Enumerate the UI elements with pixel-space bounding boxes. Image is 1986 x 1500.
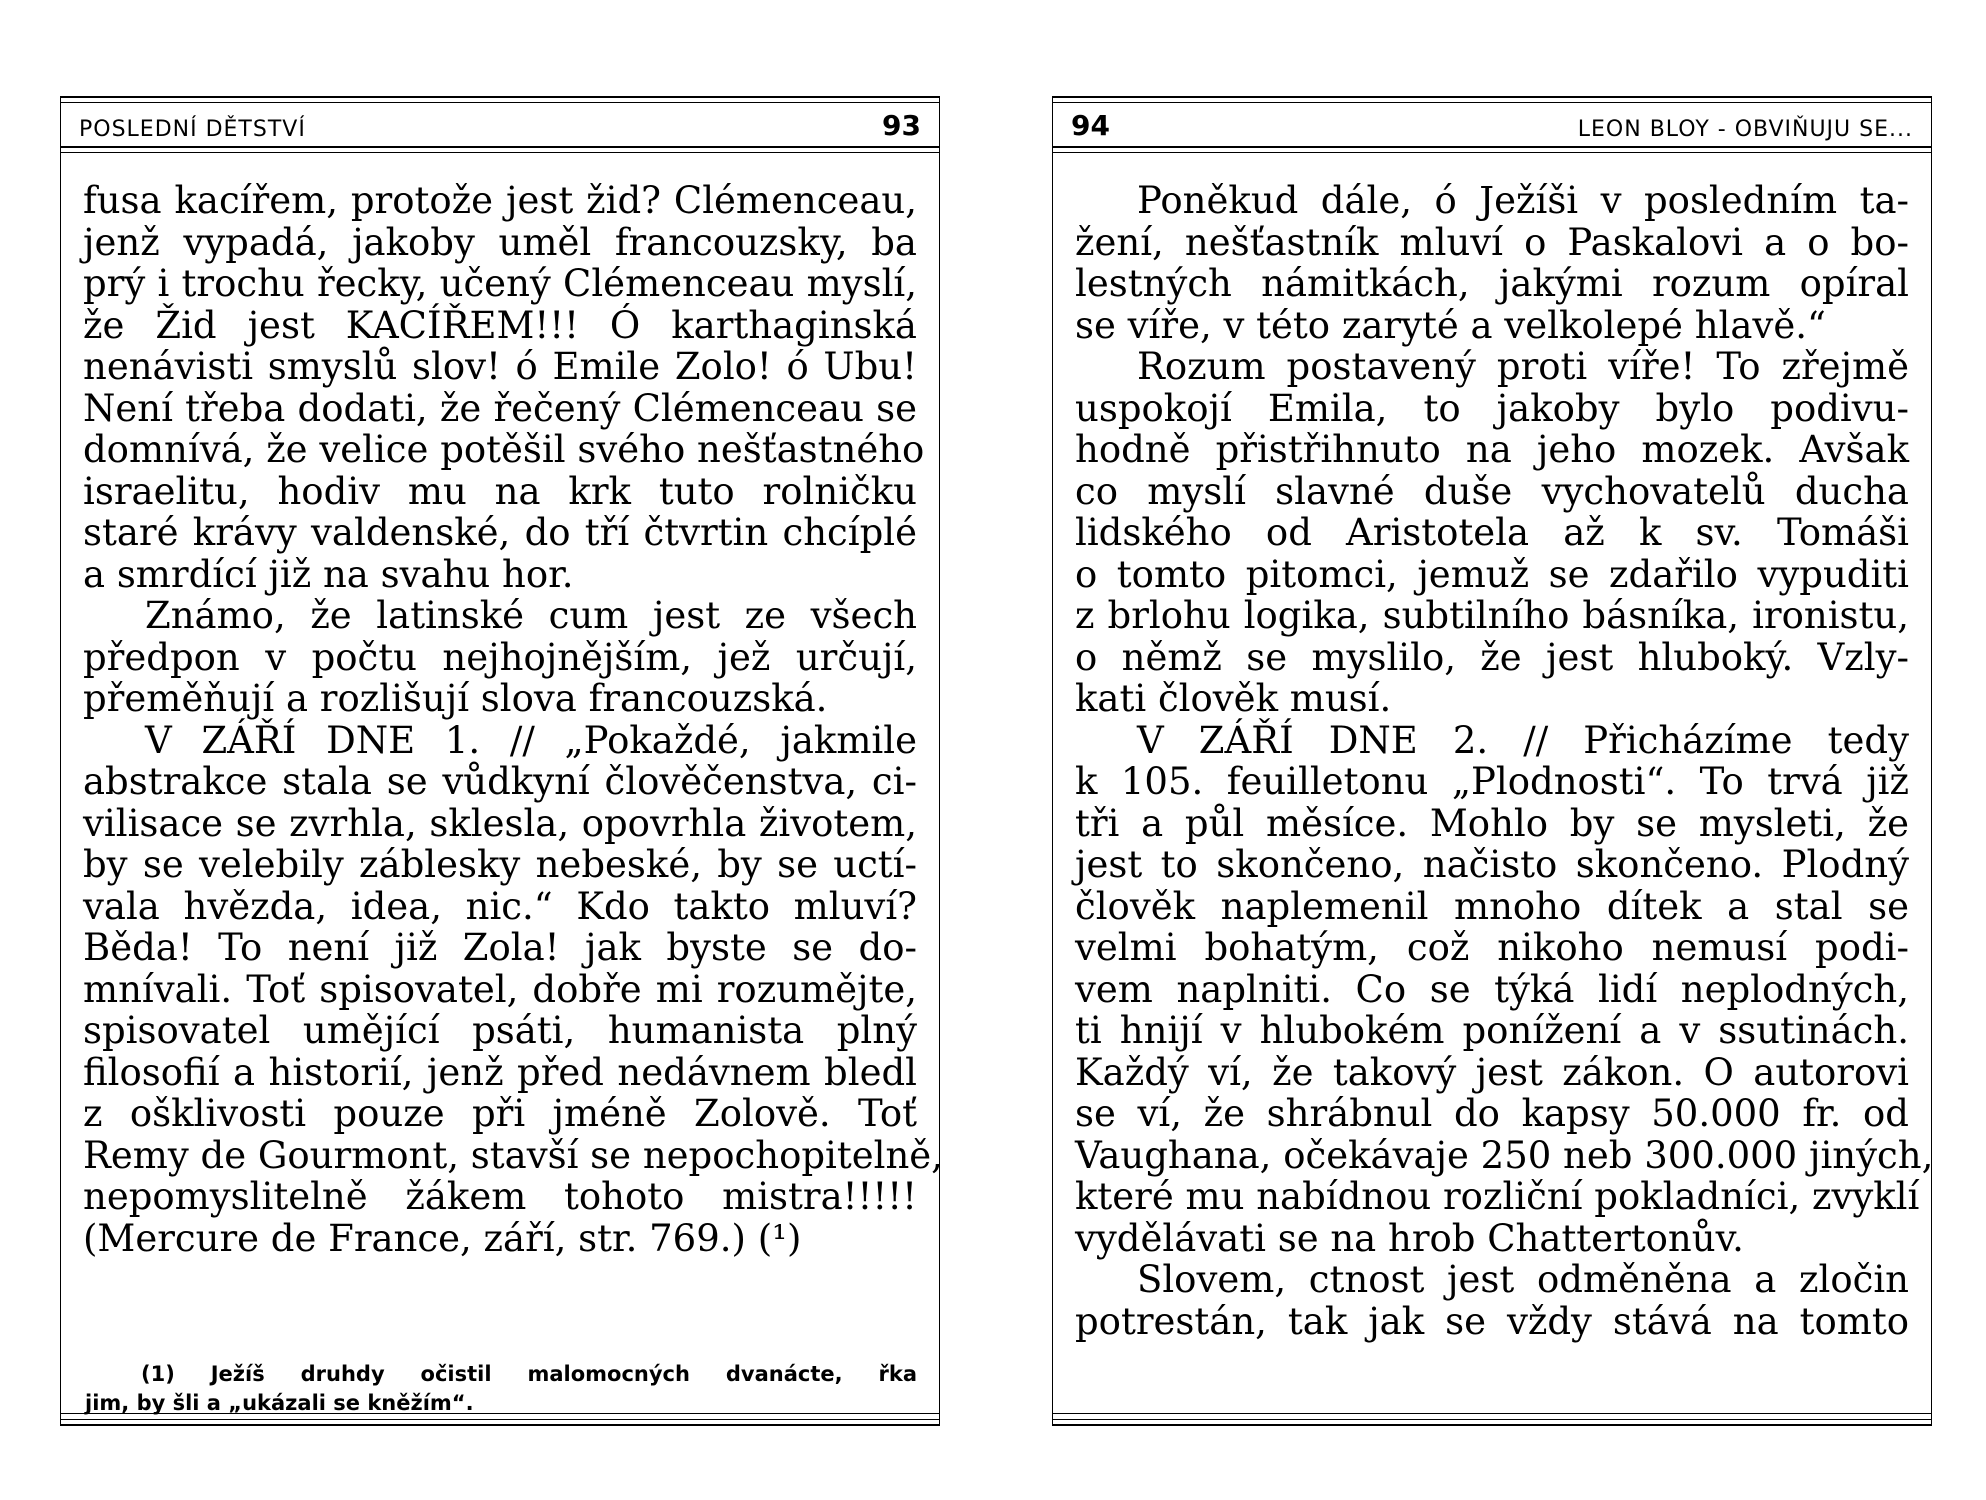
- text-line: jest to skončeno, načisto skončeno. Plodný: [1075, 843, 1909, 886]
- text-line: jenž vypadá, jakoby uměl francouzsky, ba: [83, 220, 917, 264]
- text-line: Není třeba dodati, že řečený Clémenceau se: [83, 386, 917, 430]
- text-line: Rozum postavený proti víře! To zřejmě: [1137, 345, 1909, 388]
- text-line: prý i trochu řecky, učený Clémenceau myslí,: [83, 262, 917, 305]
- text-line: (Mercure de France, září, str. 769.) (¹): [83, 1216, 802, 1260]
- text-line: z ošklivosti pouze při jméně Zolově. Toť: [83, 1092, 917, 1135]
- text-line: velmi bohatým, což nikoho nemusí podi-: [1075, 926, 1909, 969]
- text-line: uspokojí Emila, to jakoby bylo podivu-: [1075, 386, 1909, 430]
- text-line: nepomyslitelně žákem tohoto mistra!!!!!: [83, 1175, 917, 1218]
- page-body: [1075, 179, 1934, 1343]
- bottom-rule: [1053, 1419, 1931, 1426]
- text-line: které mu nabídnou rozliční pokladníci, zvyklí: [1075, 1175, 1920, 1218]
- text-line: Známo, že latinské cum jest ze všech: [145, 594, 917, 637]
- text-line: V ZÁŘÍ DNE 1. // „Pokaždé, jakmile: [145, 718, 917, 762]
- text-line: lestných námitkách, jakými rozum opíral: [1075, 262, 1909, 305]
- text-line: lidského od Aristotela až k sv. Tomáši: [1075, 511, 1909, 554]
- text-line: tři a půl měsíce. Mohlo by se mysleti, že: [1075, 801, 1909, 845]
- text-line: co myslí slavné duše vychovatelů ducha: [1075, 469, 1909, 513]
- running-head: [1071, 110, 1913, 142]
- text-line: filosofií a historií, jenž před nedávnem bledl: [83, 1050, 917, 1094]
- bottom-rule-inner: [1053, 1413, 1931, 1414]
- text-line: k 105. feuilletonu „Plodnosti“. To trvá již: [1075, 760, 1909, 803]
- footnote: [85, 1360, 917, 1418]
- text-line: Běda! To není již Zola! jak byste se do-: [83, 926, 917, 969]
- text-line: vydělávati se na hrob Chattertonův.: [1075, 1216, 1744, 1260]
- page-number: 93: [882, 109, 921, 142]
- text-line: žení, nešťastník mluví o Paskalovi a o bo-: [1075, 220, 1909, 264]
- text-line: z brlohu logika, subtilního básníka, ironistu,: [1075, 594, 1909, 637]
- running-title: POSLEDNÍ DĚTSTVÍ: [79, 117, 306, 142]
- page-body: [83, 179, 943, 1260]
- top-rule: [1053, 96, 1931, 103]
- text-line: a smrdící již na svahu hor.: [83, 552, 574, 596]
- text-line: Vaughana, očekávaje 250 neb 300.000 jiných,: [1075, 1133, 1934, 1177]
- footnote-line: (1) Ježíš druhdy očistil malomocných dvanácte, řka: [141, 1362, 917, 1386]
- text-line: staré krávy valdenské, do tří čtvrtin chcíplé: [83, 511, 917, 554]
- text-line: předpon v počtu nejhojnějším, jež určují,: [83, 635, 917, 679]
- text-line: vilisace se zvrhla, sklesla, opovrhla životem,: [83, 801, 917, 845]
- text-line: ti hnijí v hlubokém ponížení a v ssutinách.: [1075, 1009, 1909, 1052]
- text-line: Každý ví, že takový jest zákon. O autorovi: [1075, 1050, 1909, 1094]
- text-line: mnívali. Toť spisovatel, dobře mi rozumějte,: [83, 967, 917, 1011]
- text-line: Remy de Gourmont, stavší se nepochopitelně,: [83, 1133, 943, 1177]
- running-head: [79, 110, 921, 142]
- right-page: [1052, 96, 1932, 1426]
- bottom-rule-inner: [61, 1413, 939, 1414]
- text-line: vem naplniti. Co se týká lidí neplodných,: [1075, 967, 1909, 1011]
- text-line: potrestán, tak jak se vždy stává na tomto: [1075, 1299, 1909, 1343]
- text-line: spisovatel umějící psáti, humanista plný: [83, 1009, 917, 1052]
- text-line: V ZÁŘÍ DNE 2. // Přicházíme tedy: [1137, 718, 1909, 762]
- text-line: nenávisti smyslů slov! ó Emile Zolo! ó Ubu!: [83, 345, 917, 388]
- footnote-line: jim, by šli a „ukázali se kněžím“.: [85, 1391, 474, 1415]
- text-line: se víře, v této zaryté a velkolepé hlavě.“: [1075, 303, 1826, 347]
- text-line: Poněkud dále, ó Ježíši v posledním ta-: [1137, 179, 1909, 222]
- running-title: LEON BLOY - OBVIŇUJU SE...: [1577, 117, 1913, 142]
- text-line: domnívá, že velice potěšil svého nešťastného: [83, 428, 925, 471]
- text-line: Slovem, ctnost jest odměněna a zločin: [1137, 1258, 1909, 1301]
- text-line: hodně přistřihnuto na jeho mozek. Avšak: [1075, 428, 1909, 471]
- text-line: israelitu, hodiv mu na krk tuto rolničku: [83, 469, 917, 513]
- text-line: kati člověk musí.: [1075, 677, 1392, 720]
- text-line: by se velebily záblesky nebeské, by se uctí-: [83, 843, 917, 886]
- text-line: přeměňují a rozlišují slova francouzská.: [83, 677, 828, 720]
- text-line: abstrakce stala se vůdkyní člověčenstva, ci-: [83, 760, 917, 803]
- text-line: se ví, že shrábnul do kapsy 50.000 fr. od: [1075, 1092, 1909, 1135]
- text-line: že Žid jest KACÍŘEM!!! Ó karthaginská: [83, 303, 917, 347]
- top-rule: [61, 96, 939, 103]
- head-rule: [1053, 146, 1931, 153]
- text-line: vala hvězda, idea, nic.“ Kdo takto mluví?: [83, 884, 917, 928]
- text-line: o tomto pitomci, jemuž se zdařilo vypuditi: [1075, 552, 1909, 596]
- text-line: fusa kacířem, protože jest žid? Clémenceau,: [83, 179, 917, 222]
- bottom-rule: [61, 1419, 939, 1426]
- page-number: 94: [1071, 109, 1110, 142]
- text-line: člověk naplemenil mnoho dítek a stal se: [1075, 884, 1909, 928]
- left-page: [60, 96, 943, 1426]
- head-rule: [61, 146, 939, 153]
- text-line: o němž se myslilo, že jest hluboký. Vzly-: [1075, 635, 1909, 679]
